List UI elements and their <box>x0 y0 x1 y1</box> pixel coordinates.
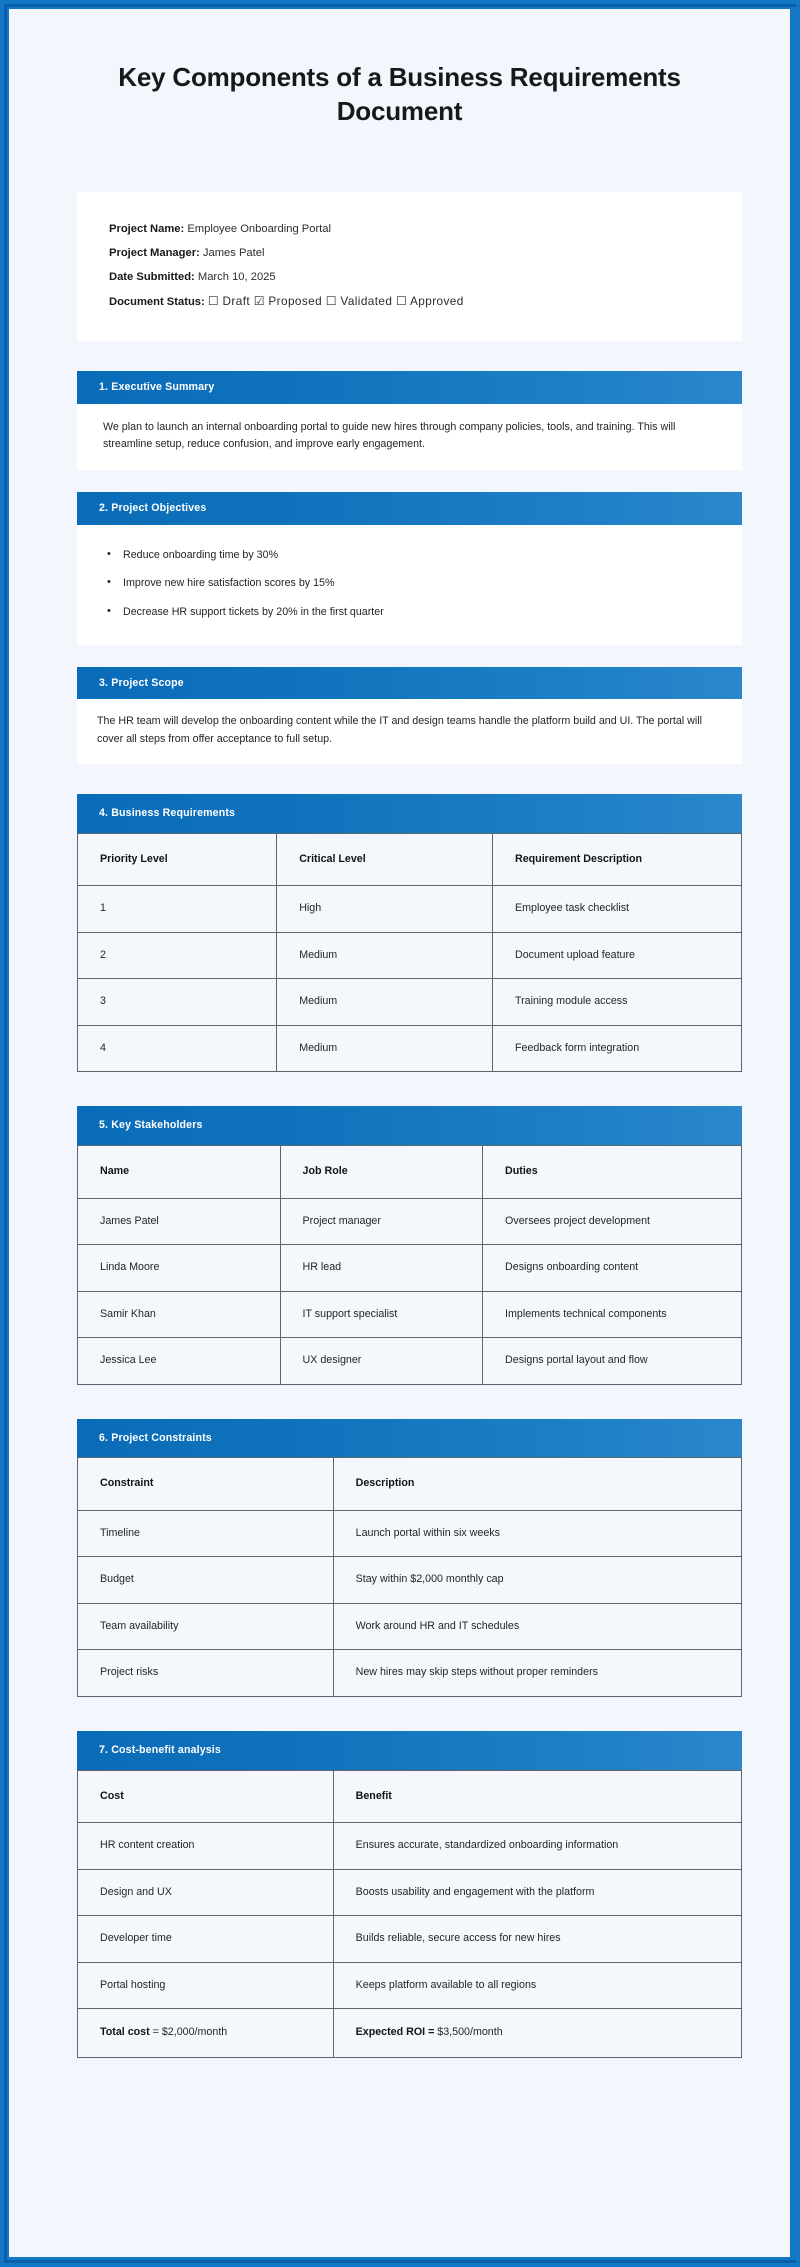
meta-document-status <box>109 290 742 315</box>
table-cell: IT support specialist <box>280 1291 483 1338</box>
table-cell: Project risks <box>78 1650 334 1697</box>
column-header: Requirement Description <box>492 833 741 886</box>
project-constraints-table <box>77 1457 742 1697</box>
table-row <box>78 1025 742 1072</box>
expected-roi-label: Expected ROI = <box>355 2026 435 2039</box>
table-cell: Stay within $2,000 monthly cap <box>333 1557 741 1604</box>
expected-roi-cell: Expected ROI = $3,500/month <box>333 2009 741 2058</box>
section-heading-project-objectives: 2. Project Objectives <box>77 492 742 525</box>
column-header: Cost <box>78 1770 334 1823</box>
table-row <box>78 1650 742 1697</box>
table-row <box>78 932 742 979</box>
meta-project-name-value: Employee Onboarding Portal <box>187 223 332 236</box>
meta-project-name-label: Project Name: <box>109 223 185 236</box>
table-row <box>78 1557 742 1604</box>
table-cell: 3 <box>78 979 277 1026</box>
table-cell: Timeline <box>78 1510 334 1557</box>
project-metadata-card <box>77 192 742 341</box>
table-row <box>78 1291 742 1338</box>
status-checkbox-proposed[interactable]: ☑ Proposed <box>250 294 323 309</box>
section-heading-project-constraints: 6. Project Constraints <box>77 1419 742 1458</box>
table-cell: Linda Moore <box>78 1245 281 1292</box>
table-body <box>78 1510 742 1696</box>
section-business-requirements <box>77 794 742 1072</box>
list-item: • Decrease HR support tickets by 20% in the first quarter <box>123 598 716 627</box>
status-checkbox-validated[interactable]: ☐ Validated <box>322 294 393 309</box>
table-cell: Boosts usability and engagement with the platform <box>333 1869 741 1916</box>
table-cell: Developer time <box>78 1916 334 1963</box>
table-header-row <box>78 1145 742 1198</box>
table-cell: Implements technical components <box>483 1291 742 1338</box>
meta-date-submitted <box>109 266 742 290</box>
table-header-row <box>78 833 742 886</box>
section-project-objectives <box>77 492 742 644</box>
section-heading-business-requirements: 4. Business Requirements <box>77 794 742 833</box>
table-row <box>78 886 742 933</box>
page-title: Key Components of a Business Requirements Document <box>118 62 681 126</box>
meta-project-manager <box>109 242 742 266</box>
table-cell: Budget <box>78 1557 334 1604</box>
status-checkbox-draft[interactable]: ☐ Draft <box>207 294 251 309</box>
section-cost-benefit-analysis <box>77 1731 742 2058</box>
table-cell: Keeps platform available to all regions <box>333 1962 741 2009</box>
table-cell: Feedback form integration <box>492 1025 741 1072</box>
total-cost-cell: Total cost = $2,000/month <box>78 2009 334 2058</box>
table-cell: Samir Khan <box>78 1291 281 1338</box>
table-cell: UX designer <box>280 1338 483 1385</box>
table-cell: Team availability <box>78 1603 334 1650</box>
document-sheet <box>9 9 790 2257</box>
table-row <box>78 1962 742 2009</box>
table-cell: Project manager <box>280 1198 483 1245</box>
total-cost-label: Total cost <box>100 2026 150 2039</box>
table-header-row <box>78 1770 742 1823</box>
section-project-scope <box>77 667 742 764</box>
table-cell: Ensures accurate, standardized onboarding information <box>333 1823 741 1870</box>
table-row <box>78 1198 742 1245</box>
section-key-stakeholders <box>77 1106 742 1384</box>
table-cell: Medium <box>277 932 493 979</box>
table-row <box>78 1245 742 1292</box>
meta-project-manager-label: Project Manager: <box>109 247 200 260</box>
table-cell: HR content creation <box>78 1823 334 1870</box>
table-cell: Work around HR and IT schedules <box>333 1603 741 1650</box>
frame-rule-top <box>4 4 796 7</box>
meta-document-status-label: Document Status: <box>109 296 205 309</box>
table-cell: 4 <box>78 1025 277 1072</box>
table-cell: Portal hosting <box>78 1962 334 2009</box>
status-checkbox-approved[interactable]: ☐ Approved <box>392 294 464 309</box>
table-cell: Medium <box>277 1025 493 1072</box>
table-cell: Employee task checklist <box>492 886 741 933</box>
column-header: Duties <box>483 1145 742 1198</box>
meta-date-submitted-value: March 10, 2025 <box>197 271 276 284</box>
project-objectives-list <box>77 525 742 645</box>
table-cell: Document upload feature <box>492 932 741 979</box>
meta-date-submitted-label: Date Submitted: <box>109 271 195 284</box>
table-row <box>78 1510 742 1557</box>
table-cell: Designs portal layout and flow <box>483 1338 742 1385</box>
section-executive-summary <box>77 371 742 470</box>
business-requirements-table <box>77 833 742 1073</box>
table-row <box>78 1916 742 1963</box>
table-cell: Medium <box>277 979 493 1026</box>
table-header-row <box>78 1458 742 1511</box>
table-row <box>78 979 742 1026</box>
project-scope-body: The HR team will develop the onboarding content while the IT and design teams handle the platform build and UI. The portal will cover all steps from offer acceptance to full setup. <box>77 699 742 764</box>
list-item: • Reduce onboarding time by 30% <box>123 541 716 570</box>
meta-project-manager-value: James Patel <box>202 247 265 260</box>
list-item: • Improve new hire satisfaction scores by 15% <box>123 570 716 599</box>
section-heading-executive-summary: 1. Executive Summary <box>77 371 742 404</box>
table-cell: New hires may skip steps without proper reminders <box>333 1650 741 1697</box>
table-body <box>78 886 742 1072</box>
table-cell: Designs onboarding content <box>483 1245 742 1292</box>
table-cell: HR lead <box>280 1245 483 1292</box>
table-cell: High <box>277 886 493 933</box>
column-header: Job Role <box>280 1145 483 1198</box>
section-project-constraints <box>77 1419 742 1697</box>
key-stakeholders-table <box>77 1145 742 1385</box>
section-heading-project-scope: 3. Project Scope <box>77 667 742 700</box>
table-row <box>78 1338 742 1385</box>
table-cell: Design and UX <box>78 1869 334 1916</box>
document-status-options <box>208 296 464 308</box>
section-heading-cost-benefit-analysis: 7. Cost-benefit analysis <box>77 1731 742 1770</box>
column-header: Constraint <box>78 1458 334 1511</box>
column-header: Critical Level <box>277 833 493 886</box>
column-header: Benefit <box>333 1770 741 1823</box>
table-body <box>78 1198 742 1384</box>
frame-rule-bottom <box>4 2260 796 2263</box>
table-total-row <box>78 2009 742 2058</box>
table-cell: James Patel <box>78 1198 281 1245</box>
meta-project-name <box>109 218 742 242</box>
table-body <box>78 1823 742 2058</box>
table-cell: Training module access <box>492 979 741 1026</box>
table-row <box>78 1603 742 1650</box>
table-cell: Jessica Lee <box>78 1338 281 1385</box>
table-row <box>78 1823 742 1870</box>
column-header: Description <box>333 1458 741 1511</box>
executive-summary-body: We plan to launch an internal onboarding portal to guide new hires through company policies, tools, and training. This will streamline setup, reduce confusion, and improve early engagement. <box>77 404 742 471</box>
cost-benefit-table <box>77 1770 742 2058</box>
table-cell: Builds reliable, secure access for new hires <box>333 1916 741 1963</box>
column-header: Priority Level <box>78 833 277 886</box>
section-heading-key-stakeholders: 5. Key Stakeholders <box>77 1106 742 1145</box>
table-cell: Launch portal within six weeks <box>333 1510 741 1557</box>
frame-rule-left <box>4 4 7 2263</box>
column-header: Name <box>78 1145 281 1198</box>
table-cell: 1 <box>78 886 277 933</box>
table-cell: 2 <box>78 932 277 979</box>
table-row <box>78 1869 742 1916</box>
table-cell: Oversees project development <box>483 1198 742 1245</box>
